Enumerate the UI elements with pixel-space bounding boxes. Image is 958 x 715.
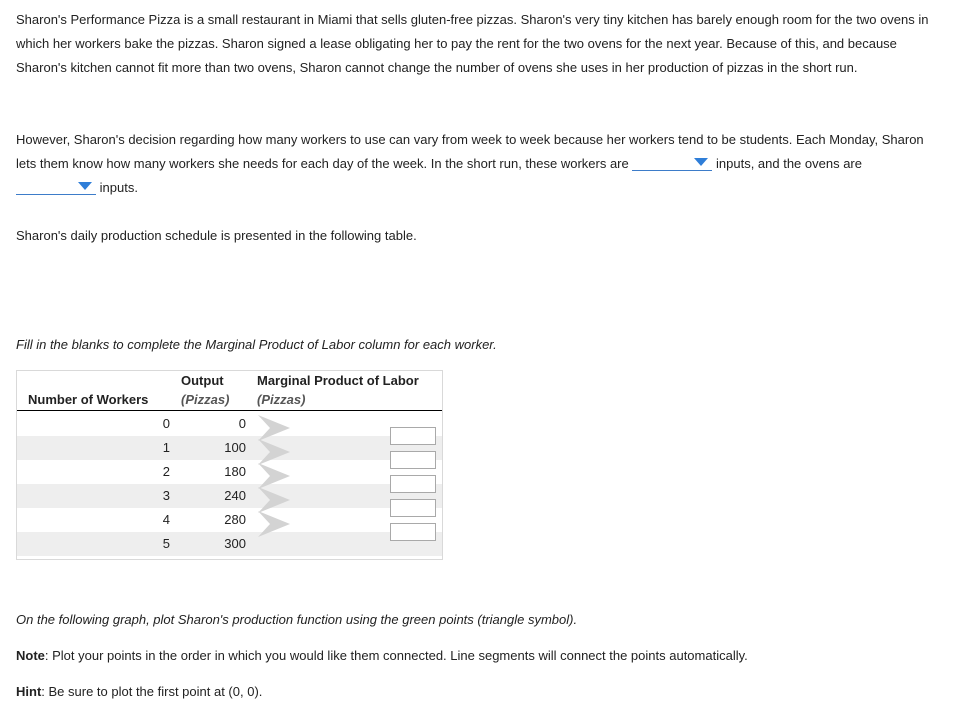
mpl-input-worker-1[interactable] [390, 427, 436, 445]
workers-paragraph [16, 128, 931, 200]
fill-instruction: Fill in the blanks to complete the Marginal Product of Labor column for each worker. [16, 337, 497, 352]
workers-cell: 5 [162, 536, 170, 551]
header-output: Output [181, 373, 224, 388]
chevron-down-icon [78, 182, 92, 190]
workers-text-1: However, Sharon's decision regarding how many workers to use can vary from week to week because her workers tend to be students. Each Monday, Sharon lets them know how many workers she needs for each day of the week. In the short run, these workers are [16, 132, 924, 171]
table-row [17, 436, 442, 460]
workers-cell: 4 [162, 512, 170, 527]
table-row [17, 508, 442, 532]
chevron-down-icon [694, 158, 708, 166]
workers-text-2: inputs, and the ovens are [716, 156, 862, 171]
output-cell: 240 [224, 488, 246, 503]
hint-label: Hint [16, 684, 42, 699]
workers-cell: 2 [162, 464, 170, 479]
production-table [16, 370, 443, 560]
output-cell: 100 [224, 440, 246, 455]
workers-input-type-dropdown[interactable] [632, 156, 712, 171]
output-cell: 180 [224, 464, 246, 479]
mpl-input-worker-4[interactable] [390, 499, 436, 517]
chevron-right-icon [256, 509, 292, 539]
table-row [17, 484, 442, 508]
header-mpl-unit: (Pizzas) [257, 392, 306, 407]
output-cell: 280 [224, 512, 246, 527]
ovens-input-type-dropdown[interactable] [16, 180, 96, 195]
mpl-input-worker-5[interactable] [390, 523, 436, 541]
hint-paragraph [16, 680, 931, 704]
graph-instruction: On the following graph, plot Sharon's production function using the green points (triangle symbol). [16, 612, 578, 627]
workers-cell: 0 [162, 416, 170, 431]
header-mpl: Marginal Product of Labor [257, 373, 419, 388]
mpl-input-worker-2[interactable] [390, 451, 436, 469]
hint-text: : Be sure to plot the first point at (0, 0). [41, 684, 263, 699]
schedule-intro: Sharon's daily production schedule is presented in the following table. [16, 228, 417, 243]
note-paragraph [16, 644, 931, 668]
mpl-input-worker-3[interactable] [390, 475, 436, 493]
output-cell: 0 [238, 416, 246, 431]
note-label: Note [16, 648, 45, 663]
workers-cell: 1 [162, 440, 170, 455]
output-cell: 300 [224, 536, 246, 551]
table-row [17, 412, 442, 436]
note-text: : Plot your points in the order in which you would like them connected. Line segments will connect the points automatically. [44, 648, 748, 663]
workers-text-3: inputs. [99, 180, 138, 195]
header-workers: Number of Workers [28, 392, 149, 407]
table-row [17, 532, 442, 556]
table-row [17, 460, 442, 484]
header-divider [17, 410, 442, 411]
workers-cell: 3 [162, 488, 170, 503]
intro-paragraph: Sharon's Performance Pizza is a small restaurant in Miami that sells gluten-free pizzas. Sharon's very tiny kitchen has barely enough room for the two ovens in which her workers bake the pizzas. Sharon signed a lease obligating her to pay the rent for the two ovens for the next year. Because of this, and because Sharon's kitchen cannot fit more than two ovens, Sharon cannot change the number of ovens she uses in her production of pizzas in the short run. [16, 12, 929, 75]
header-output-unit: (Pizzas) [181, 392, 230, 407]
